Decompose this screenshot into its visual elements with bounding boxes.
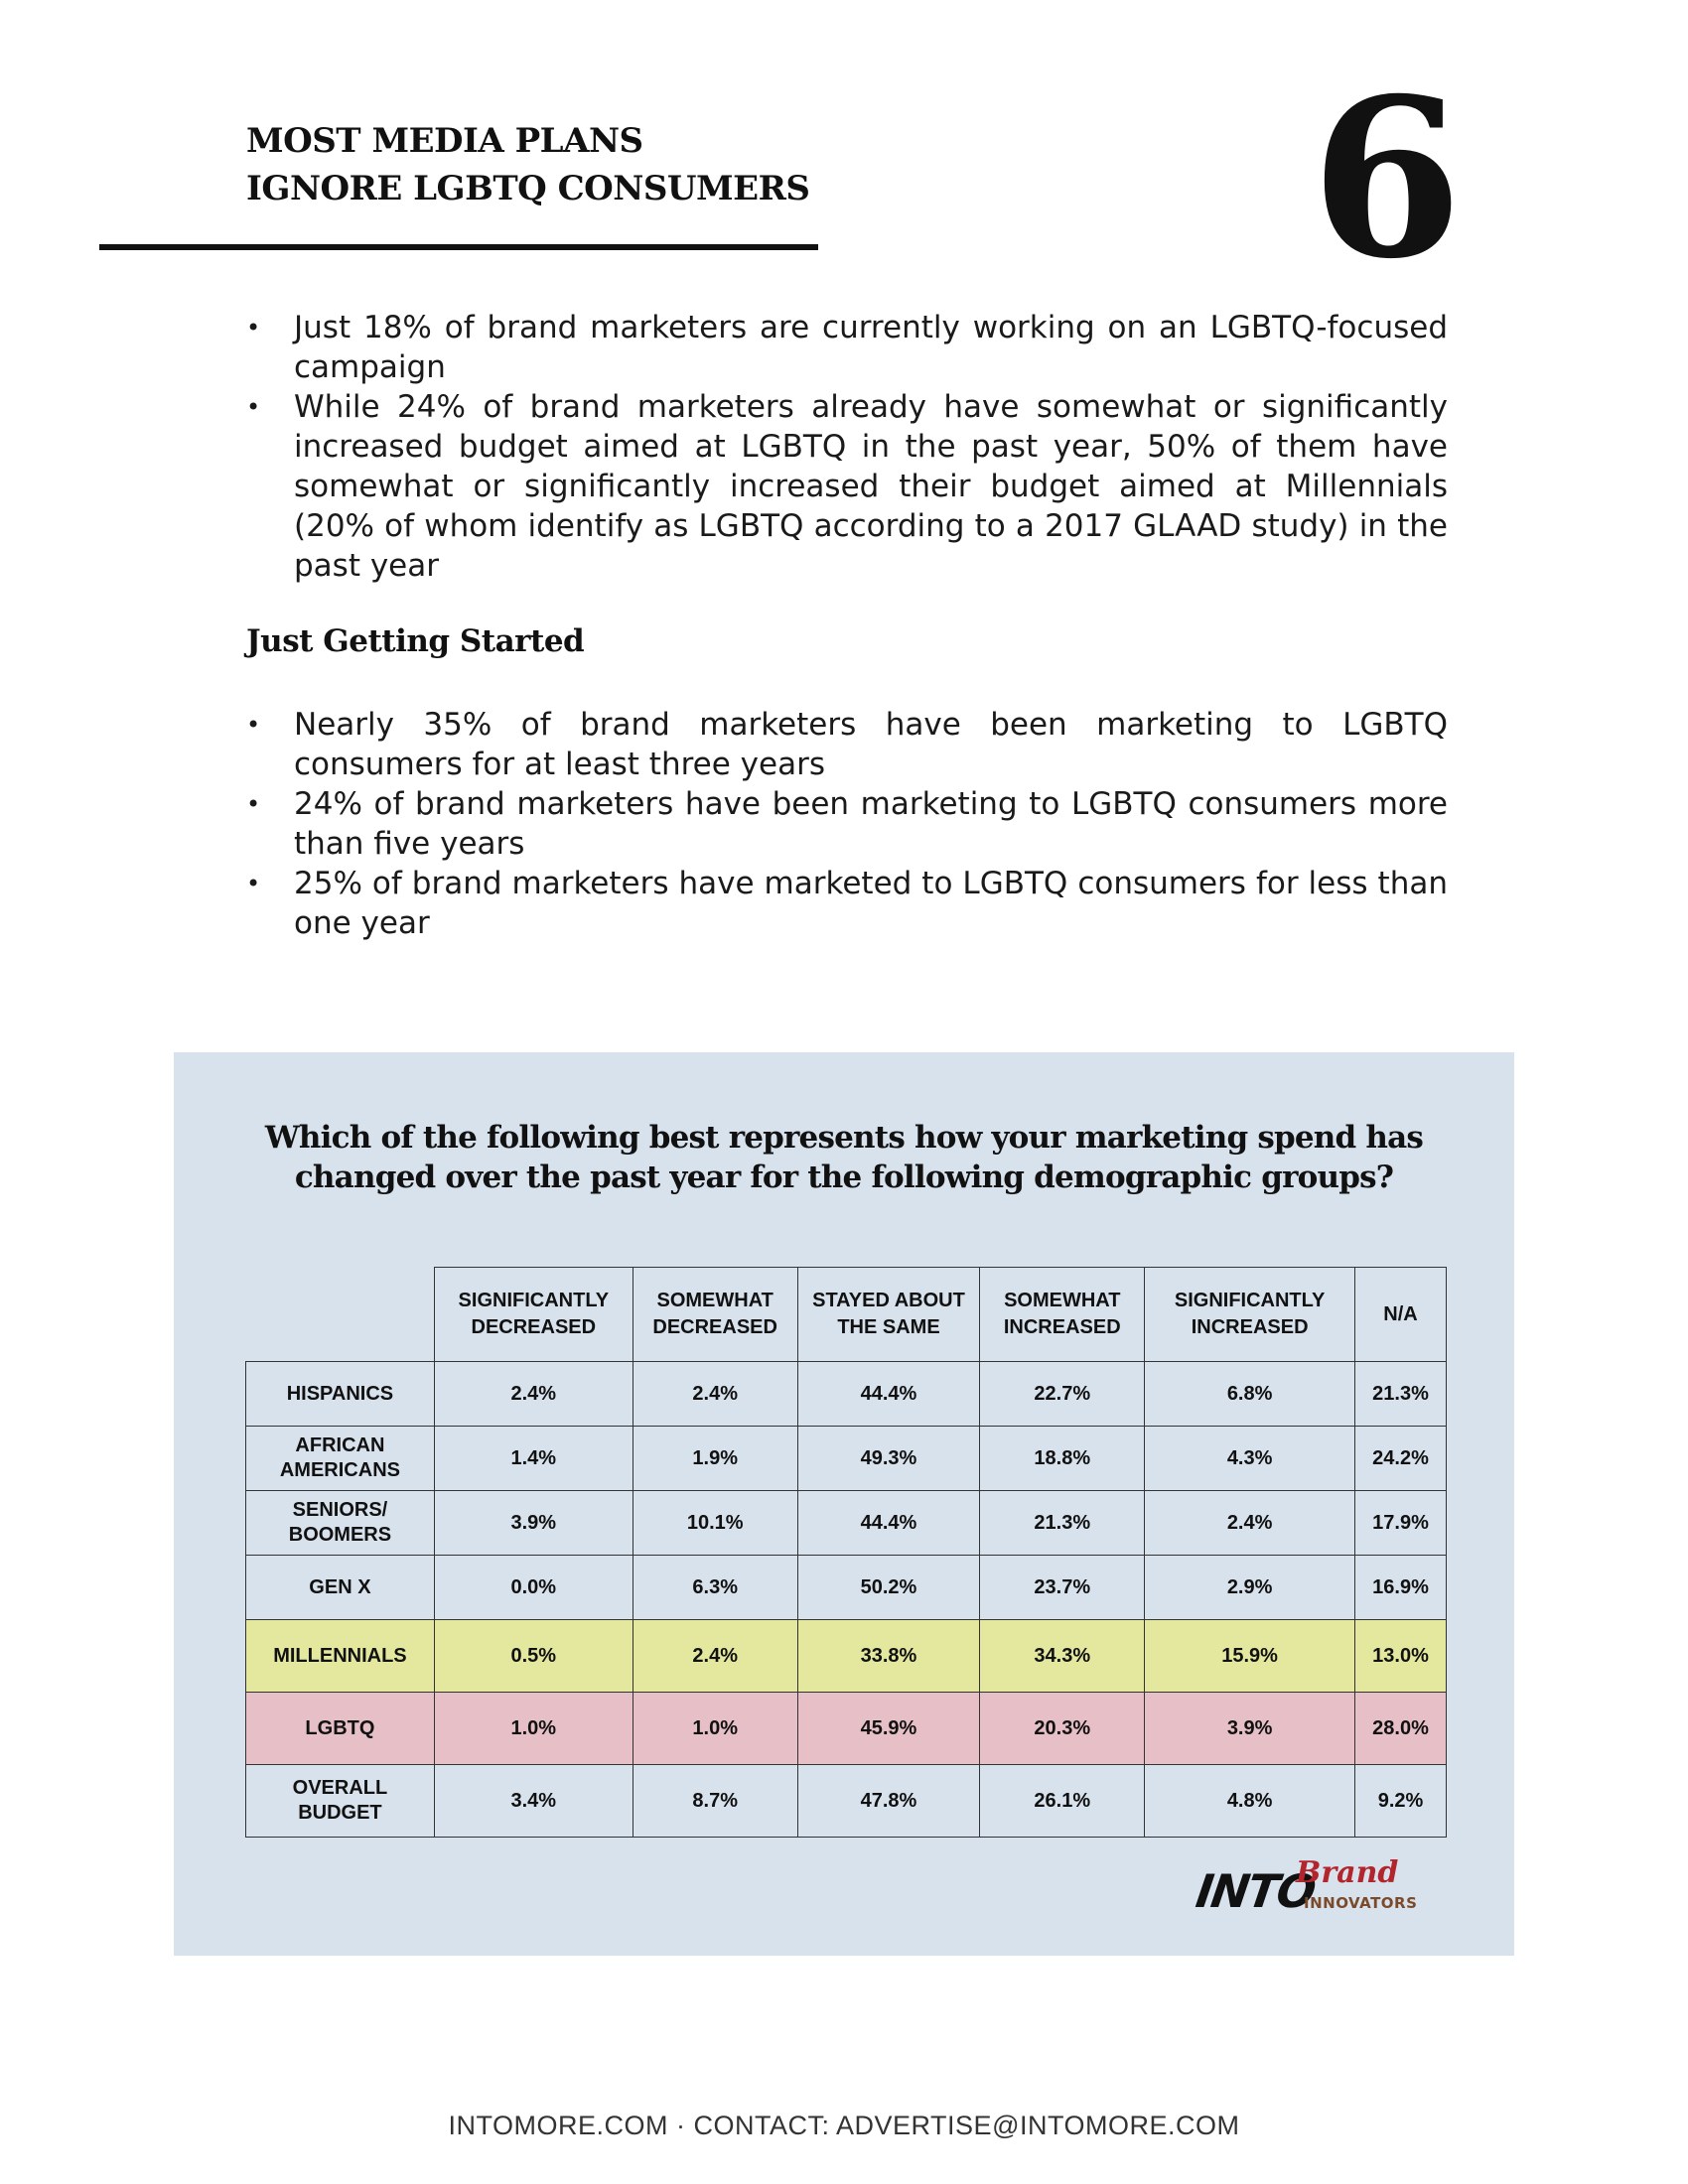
table-cell: 2.4%	[633, 1620, 797, 1693]
table-cell: 17.9%	[1355, 1491, 1447, 1556]
column-header: SIGNIFICANTLY DECREASED	[434, 1268, 633, 1362]
title-underline	[99, 244, 818, 250]
section-bullet-list	[246, 705, 1448, 943]
table-cell: 13.0%	[1355, 1620, 1447, 1693]
table-cell: 0.0%	[434, 1556, 633, 1620]
page-title	[246, 117, 1140, 212]
table-cell: 1.0%	[633, 1693, 797, 1765]
list-item: • While 24% of brand marketers already have somewhat or significantly increased budget aimed at LGBTQ in the past year, 50% of them have somewhat or significantly increased their budget aimed at Millennials (20% of whom identify as LGBTQ according to a 2017 GLAAD study) in the past year	[246, 387, 1448, 586]
row-label: HISPANICS	[246, 1362, 435, 1427]
table-cell: 0.5%	[434, 1620, 633, 1693]
question-line-2: changed over the past year for the following demographic groups?	[294, 1160, 1394, 1195]
question-line-1: Which of the following best represents how your marketing spend has	[264, 1120, 1424, 1156]
table-cell: 44.4%	[797, 1491, 980, 1556]
table-cell: 3.9%	[434, 1491, 633, 1556]
survey-panel	[174, 1052, 1514, 1956]
table-cell: 44.4%	[797, 1362, 980, 1427]
table-cell: 47.8%	[797, 1765, 980, 1838]
column-header: SOMEWHAT DECREASED	[633, 1268, 797, 1362]
table-cell: 1.0%	[434, 1693, 633, 1765]
table-cell: 8.7%	[633, 1765, 797, 1838]
table-row-millennials	[246, 1620, 1447, 1693]
table-cell: 18.8%	[980, 1427, 1145, 1491]
table-cell: 20.3%	[980, 1693, 1145, 1765]
table-cell: 6.3%	[633, 1556, 797, 1620]
row-label: MILLENNIALS	[246, 1620, 435, 1693]
title-line-2: IGNORE LGBTQ CONSUMERS	[246, 169, 810, 208]
page-number: 6	[1311, 50, 1464, 307]
header-corner	[246, 1268, 435, 1362]
column-header: STAYED ABOUT THE SAME	[797, 1268, 980, 1362]
table-cell: 22.7%	[980, 1362, 1145, 1427]
table-cell: 2.4%	[434, 1362, 633, 1427]
table-cell: 24.2%	[1355, 1427, 1447, 1491]
table-cell: 1.9%	[633, 1427, 797, 1491]
brand-innovators-logo	[1296, 1855, 1418, 1928]
table-cell: 2.9%	[1145, 1556, 1355, 1620]
column-header: SIGNIFICANTLY INCREASED	[1145, 1268, 1355, 1362]
survey-table	[245, 1267, 1447, 1838]
list-item: • Just 18% of brand marketers are currently working on an LGBTQ-focused campaign	[246, 308, 1448, 387]
column-header: N/A	[1355, 1268, 1447, 1362]
section-heading: Just Getting Started	[246, 623, 585, 659]
footer-contact: INTOMORE.COM · CONTACT: ADVERTISE@INTOMORE.COM	[448, 2111, 1240, 2140]
table-cell: 6.8%	[1145, 1362, 1355, 1427]
table-row	[246, 1556, 1447, 1620]
list-item: • 25% of brand marketers have marketed to LGBTQ consumers for less than one year	[246, 864, 1448, 943]
title-line-1: MOST MEDIA PLANS	[246, 121, 643, 161]
table-cell: 34.3%	[980, 1620, 1145, 1693]
table-row	[246, 1362, 1447, 1427]
partner-logos	[1193, 1855, 1435, 1928]
list-item: • Nearly 35% of brand marketers have been marketing to LGBTQ consumers for at least three years	[246, 705, 1448, 784]
table-cell: 3.9%	[1145, 1693, 1355, 1765]
table-cell: 10.1%	[633, 1491, 797, 1556]
table-cell: 21.3%	[980, 1491, 1145, 1556]
table-cell: 9.2%	[1355, 1765, 1447, 1838]
list-item: • 24% of brand marketers have been marketing to LGBTQ consumers more than five years	[246, 784, 1448, 864]
row-label: LGBTQ	[246, 1693, 435, 1765]
into-logo: INTO	[1193, 1864, 1318, 1918]
brand-innovators-line1: Brand	[1296, 1855, 1399, 1890]
table-cell: 21.3%	[1355, 1362, 1447, 1427]
table-cell: 2.4%	[633, 1362, 797, 1427]
table-cell: 16.9%	[1355, 1556, 1447, 1620]
table-cell: 50.2%	[797, 1556, 980, 1620]
row-label: GEN X	[246, 1556, 435, 1620]
brand-innovators-line2: INNOVATORS	[1304, 1894, 1418, 1912]
table-cell: 3.4%	[434, 1765, 633, 1838]
table-cell: 28.0%	[1355, 1693, 1447, 1765]
table-row-lgbtq	[246, 1693, 1447, 1765]
table-row	[246, 1427, 1447, 1491]
table-cell: 23.7%	[980, 1556, 1145, 1620]
table-cell: 15.9%	[1145, 1620, 1355, 1693]
table-cell: 4.3%	[1145, 1427, 1355, 1491]
row-label: AFRICAN AMERICANS	[246, 1427, 435, 1491]
table-cell: 49.3%	[797, 1427, 980, 1491]
table-cell: 1.4%	[434, 1427, 633, 1491]
table-cell: 45.9%	[797, 1693, 980, 1765]
table-cell: 4.8%	[1145, 1765, 1355, 1838]
column-header: SOMEWHAT INCREASED	[980, 1268, 1145, 1362]
table-row	[246, 1765, 1447, 1838]
table-cell: 26.1%	[980, 1765, 1145, 1838]
table-header-row	[246, 1268, 1447, 1362]
table-cell: 2.4%	[1145, 1491, 1355, 1556]
row-label: OVERALL BUDGET	[246, 1765, 435, 1838]
table-row	[246, 1491, 1447, 1556]
survey-question	[174, 1118, 1514, 1197]
row-label: SENIORS/ BOOMERS	[246, 1491, 435, 1556]
table-cell: 33.8%	[797, 1620, 980, 1693]
intro-bullet-list	[246, 308, 1448, 586]
